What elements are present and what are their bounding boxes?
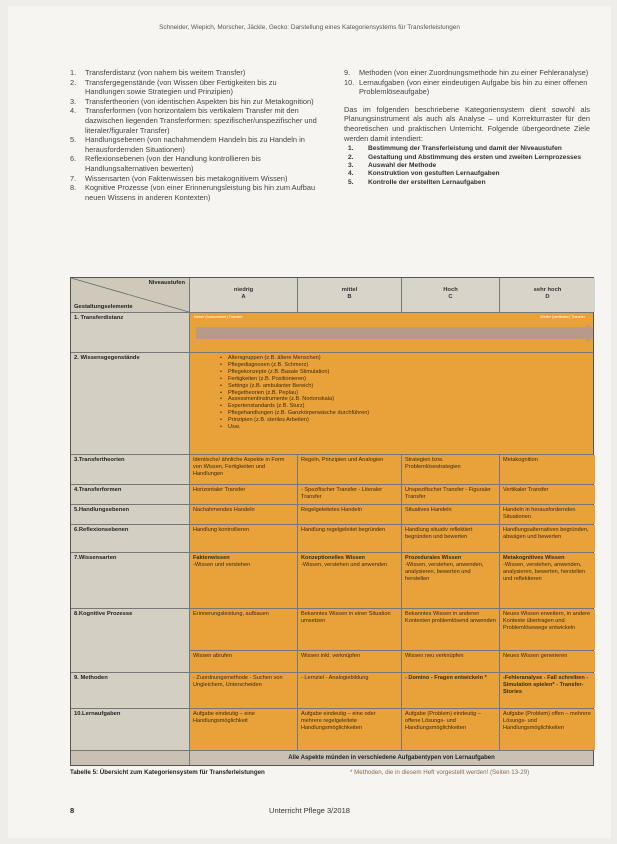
right-column (344, 68, 590, 187)
level-header-a: niedrig A (189, 278, 297, 312)
list-item: • Pflegetheorien (z.B. Peplau) (220, 390, 590, 397)
table-cell: Nachahmendes Handeln (189, 505, 297, 524)
table-cell: Unspezifischer Transfer - Figuraler Transfer (401, 485, 499, 504)
corner-bottom-label: Gestaltungselemente (74, 304, 133, 311)
goal-item: 1. Bestimmung der Transferleistung und damit der Niveaustufen (348, 145, 562, 153)
row-label: 2. Wissensgegenstände (71, 353, 189, 454)
table-cell: Erinnerungsleistung, aufbauen (189, 609, 297, 650)
table-cell: Handeln in herausfordernden Situationen (499, 505, 595, 524)
table-cell: Metakognition (499, 455, 595, 484)
table-cell: Handlung regelgeleitet begründen (297, 525, 401, 552)
list-item: • Pflegediagnosen (z.B. Schmerz) (220, 362, 590, 369)
table-cell: -Fehleranalyse - Fall schreiben - Simulation spielen* - Transfer-Stories (499, 673, 595, 708)
category-list-continued (344, 68, 590, 97)
intro-paragraph: Das im folgenden beschriebene Kategoriensystem dient sowohl als Planungsinstrument als auch als Analyse – und Korrekturraster für den theoretischen und praktischen Unterricht. Folgende übergeordnete Ziele werden damit intendiert: (344, 104, 590, 143)
row-label: 1. Transferdistanz (71, 313, 189, 352)
table-footer: Alle Aspekte münden in verschiedene Aufgabentypen von Lernaufgaben (189, 751, 593, 765)
table-cell: - Domino - Fragen entwickeln * (401, 673, 499, 708)
table-footer-row (71, 750, 593, 765)
list-item: • Usw. (220, 424, 590, 431)
list-item: • Fertigkeiten (z.B. Positionieren) (220, 376, 590, 383)
caption-title: Tabelle 5: Übersicht zum Kategoriensystem für Transferleistungen (70, 769, 265, 776)
list-item: 4. Transferformen (von horizontalem bis vertikalem Transfer mit den dazwischen liegenden Transferformen: spezifischer/unspezifischer und literaler/figuraler Transfer) (70, 106, 317, 135)
row-label: 10.Lernaufgaben (71, 709, 189, 750)
goal-item: 2. Gestaltung und Abstimmung des ersten und zweiten Lernprozesses (348, 153, 581, 161)
journal-footer: Unterricht Pflege 3/2018 (269, 806, 350, 815)
table-cell: Situatives Handeln (401, 505, 499, 524)
table-cell: Metakognitives Wissen -Wissen, verstehen, anwenden, analysieren, bewerten, herstellen und reflektieren (499, 553, 595, 608)
list-item: • Altersgruppen (z.B. ältere Menschen) (220, 355, 590, 362)
page-number: 8 (70, 806, 75, 815)
table-cell: Aufgabe (Problem) eindeutig – offene Lösungs- und Handlungsmöglichkeiten (401, 709, 499, 750)
table-cell: - Spezifischer Transfer - Literaler Transfer (297, 485, 401, 504)
table-row (71, 672, 593, 708)
table-cell: Handlung kontrollieren (189, 525, 297, 552)
table-cell: Handlungsalternativen begründen, abwägen und bewerten (499, 525, 595, 552)
goal-item: 4. Konstruktion von gestuften Lernaufgaben (348, 170, 500, 178)
list-item: 1. Transferdistanz (von nahem bis weitem Transfer) (70, 68, 246, 77)
table-cell: Horizontaler Transfer (189, 485, 297, 504)
list-item: • Expertenstandards (z.B. Sturz) (220, 403, 590, 410)
list-item: 6. Reflexionsebenen (von der Handlung kontrollieren bis Handlungsalternativen bewerten) (70, 154, 261, 173)
table-row (71, 552, 593, 608)
row-label: 5.Handlungsebenen (71, 505, 189, 524)
table-row (71, 708, 593, 750)
table-cell: Vertikaler Transfer (499, 485, 595, 504)
table-cell: Regeln, Prinzipien und Analogien (297, 455, 401, 484)
list-item: 8. Kognitive Prozesse (von einer Erinnerungsleistung bis hin zum Aufbau neuen Wissens in anderen Kontexten) (70, 183, 316, 202)
corner-top-label: Niveaustufen (148, 280, 185, 286)
table-cell: - Lernziel - Analogiebildung (297, 673, 401, 708)
table-row (71, 524, 593, 552)
caption-note: * Methoden, die in diesem Heft vorgestellt werden! (Seiten 13-29) (350, 769, 530, 776)
table-cell: Strategien bzw. Problemlösestrategien (401, 455, 499, 484)
table-cell: - Zuordnungsmethode - Suchen von Ungleichem, Unterscheiden (189, 673, 297, 708)
row-label: 8.Kognitive Prozesse (71, 609, 189, 672)
list-item: • Pflegehandlungen (z.B. Ganzkörperwäsche durchführen) (220, 410, 590, 417)
table-cell: Aufgabe eindeutig – eine Handlungsmöglichkeit (189, 709, 297, 750)
goals-list (344, 145, 590, 187)
row-label: 4.Transferformen (71, 485, 189, 504)
list-item: • Assessmentinstrumente (z.B. Nortonskala) (220, 396, 590, 403)
list-item: • Settings (z.B. ambulanter Bereich) (220, 383, 590, 390)
table-header-row (71, 278, 593, 312)
table-row (71, 312, 593, 352)
list-item: • Pflegekonzepte (z.B. Basale Stimulation) (220, 369, 590, 376)
table-cell: Wissen inkl. verknüpfen (297, 651, 401, 672)
table-cell: Identische/ ähnliche Aspekte in Form von Wissen, Fertigkeiten und Handlungen (189, 455, 297, 484)
footer-empty-cell (71, 751, 189, 765)
list-item: 9. Methoden (von einer Zuordnungsmethode hin zu einer Fehleranalyse) (344, 68, 589, 77)
level-header-b: mittel B (297, 278, 401, 312)
table-cell: Regelgeleitetes Handeln (297, 505, 401, 524)
level-header-d: sehr hoch D (499, 278, 595, 312)
table-row (71, 454, 593, 484)
goal-item: 3. Auswahl der Methode (348, 161, 437, 169)
table-cell: Prozedurales Wissen -Wissen, verstehen, anwenden, analysieren, bewerten und herstellen (401, 553, 499, 608)
table-cell: Bekanntes Wissen in anderen Kontexten problemlösend anwenden (401, 609, 499, 650)
list-item: 2. Transfergegenstände (von Wissen über Fertigkeiten bis zu Handlungen sowie Strategien und Prinzipien) (70, 77, 277, 97)
table-cell: Wissen abrufen (189, 651, 297, 672)
list-item: 10. Lernaufgaben (von einer eindeutigen Aufgabe bis hin zu einer offenen Problemlöseaufgabe) (344, 77, 588, 97)
table-cell: Neues Wissen generieren (499, 651, 595, 672)
table-cell: Bekanntes Wissen in einer Situation umsetzen (297, 609, 401, 650)
list-item: 3. Transfertheorien (von identischen Aspekten bis hin zur Metakognition) (70, 96, 314, 106)
table-cell: Aufgabe eindeutig – eine oder mehrere regelgeleitete Handlungsmöglichkeiten (297, 709, 401, 750)
goal-item: 5. Kontrolle der erstellten Lernaufgaben (348, 178, 486, 186)
list-item: 5. Handlungsebenen (von nachahmendem Handeln bis zu Handeln in herausfordernden Situationen) (70, 135, 305, 154)
row-label: 9. Methoden (71, 673, 189, 708)
level-header-c: Hoch C (401, 278, 499, 312)
table-cell: Wissen neu verknüpfen (401, 651, 499, 672)
list-item: • Prinzipien (z.B. steriles Arbeiten) (220, 417, 590, 424)
list-item: 7. Wissensarten (von Faktenwissen bis metakognitivem Wissen) (70, 173, 288, 183)
row-label: 6.Reflexionsebenen (71, 525, 189, 552)
knowledge-objects-cell (189, 353, 593, 454)
table-row (71, 484, 593, 504)
near-transfer-label: Naher (horizontaler) Transfer (194, 315, 243, 319)
table-row (71, 352, 593, 454)
table-cell: Handlung situativ reflektiert begründen und bewerten (401, 525, 499, 552)
distance-arrow (196, 327, 589, 339)
row-label: 7.Wissensarten (71, 553, 189, 608)
knowledge-objects-list (220, 355, 590, 431)
transfer-distance-cell (189, 313, 593, 352)
table-row (71, 504, 593, 524)
table-cell: Faktenwissen -Wissen und verstehen (189, 553, 297, 608)
left-column (70, 68, 318, 202)
category-table (70, 277, 594, 766)
row-label: 3.Transfertheorien (71, 455, 189, 484)
category-list (70, 68, 318, 202)
table-cell: Konzeptionelles Wissen -Wissen, verstehen und anwenden (297, 553, 401, 608)
corner-cell (71, 278, 189, 312)
far-transfer-label: Weiter (vertikaler) Transfer (540, 315, 585, 319)
table-row (71, 608, 593, 650)
table-cell: Neues Wissen erweitern, in andere Kontexte übertragen und Problemlösewege entwickeln (499, 609, 595, 650)
running-header: Schneider, Wiepich, Morscher, Jäckle, Gecko: Darstellung eines Kategoriensystems für Transferleistungen (159, 24, 460, 31)
table-caption (70, 769, 530, 776)
document-page (8, 6, 611, 838)
table-cell: Aufgabe (Problem) offen – mehrere Lösungs- und Handlungsmöglichkeiten (499, 709, 595, 750)
